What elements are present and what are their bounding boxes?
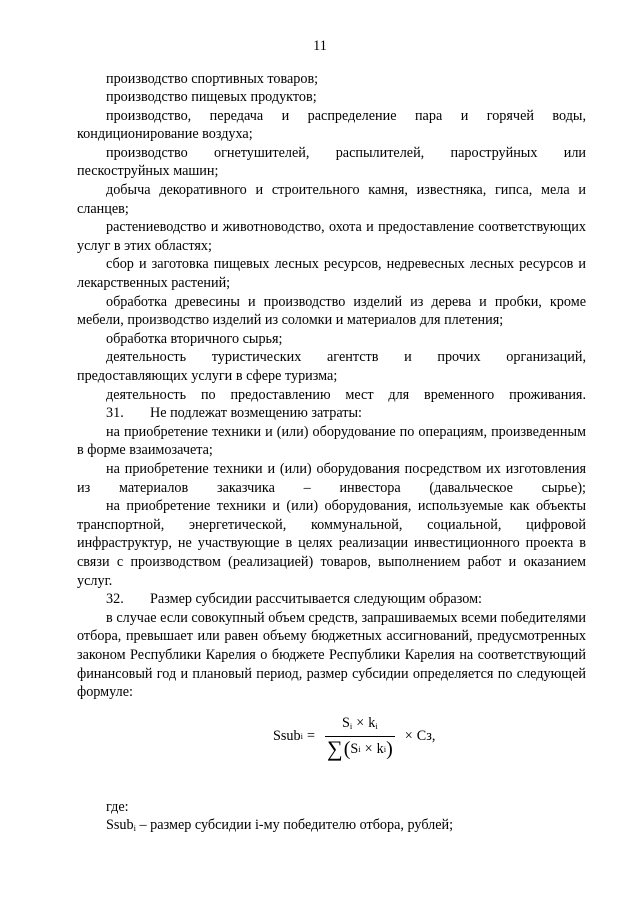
paragraph-text: где: <box>106 798 129 815</box>
formula-lhs-sub: i <box>300 731 303 742</box>
formula-denominator <box>325 736 395 762</box>
paragraph-text: деятельность туристических агентств и прочих организаций, предоставляющих услуги в сфере туризма; <box>77 349 586 384</box>
paragraph <box>77 88 586 107</box>
formula-lhs: Ssub <box>273 728 301 745</box>
formula-num-s-sub: i <box>349 720 353 731</box>
formula-lparen: ( <box>343 738 351 761</box>
formula-den-s-sub: i <box>358 743 361 754</box>
paragraph <box>77 330 586 349</box>
paragraph <box>77 590 586 609</box>
paragraph <box>77 181 586 218</box>
paragraph-text: на приобретение техники и (или) оборудования, используемые как объекты транспортной, энергетической, коммунальной, социальной, цифровой инфраструктур, не участвующие в целях реализации инвестиционного проекта в связи с производством (реализацией) товаров, выполнением работ и оказанием услуг. <box>77 498 586 589</box>
paragraph-text: обработка древесины и производство изделий из дерева и пробки, кроме мебели, производство изделий из соломки и материалов для плетения; <box>77 293 586 329</box>
page-number: 11 <box>313 38 327 54</box>
formula-block <box>77 702 586 798</box>
subsidy-formula <box>273 714 435 760</box>
formula-sigma: ∑ <box>327 736 343 762</box>
formula-num-s: S <box>342 714 350 731</box>
paragraph-rest: – размер субсидии i-му победителю отбора, рублей; <box>135 817 454 834</box>
paragraph-text: растениеводство и животноводство, охота и предоставление соответствующих услуг в этих областях; <box>77 219 586 254</box>
paragraph <box>77 423 586 460</box>
paragraph <box>77 218 586 255</box>
paragraph-text: Не подлежат возмещению затраты: <box>150 405 362 422</box>
formula-equals: = <box>306 728 315 745</box>
paragraph <box>77 144 586 181</box>
paragraph-text: обработка вторичного сырья; <box>106 330 283 347</box>
paragraph-text: деятельность по предоставлению мест для временного проживания. <box>106 386 586 403</box>
paragraph <box>77 404 586 423</box>
paragraph <box>77 293 586 330</box>
paragraph-text: в случае если совокупный объем средств, запрашиваемых всеми победителями отбора, превышает или равен объему бюджетных ассигнований, предусмотренных законом Республики Карелия о бюджете Республики Карелия на соответствующий финансовый год и плановый период, размер субсидии определяется по следующей формуле: <box>77 609 586 701</box>
paragraph-text: производство пищевых продуктов; <box>106 89 317 106</box>
paragraph <box>77 609 586 702</box>
formula-den-s: S <box>350 740 359 757</box>
paragraph <box>77 798 586 817</box>
paragraph-text: на приобретение техники и (или) оборудования посредством их изготовления из материалов заказчика – инвестора (давальческое сырье); <box>77 460 586 496</box>
paragraph-text: производство огнетушителей, распылителей, пароструйных или пескоструйных машин; <box>77 144 586 180</box>
paragraph-text: добыча декоративного и строительного камня, известняка, гипса, мела и сланцев; <box>77 182 586 217</box>
document-body <box>77 70 586 838</box>
paragraph <box>77 816 586 838</box>
formula-den-k-sub: i <box>383 743 387 754</box>
paragraph-text: производство спортивных товаров; <box>106 70 319 87</box>
formula-rhs: Сз, <box>416 728 436 745</box>
formula-numerator <box>338 714 382 737</box>
paragraph <box>77 107 586 144</box>
formula-rhs-times: × <box>404 728 413 745</box>
paragraph-text: на приобретение техники и (или) оборудование по операциям, произведенным в форме взаимозачета; <box>77 423 586 459</box>
formula-num-k: k <box>368 714 376 731</box>
clause-number: 32. <box>106 591 124 608</box>
formula-rparen: ) <box>386 738 393 761</box>
formula-times: × <box>356 714 365 731</box>
formula-den-k: k <box>376 740 384 757</box>
paragraph-sub: i <box>133 823 136 834</box>
paragraph <box>77 460 586 497</box>
paragraph-text: сбор и заготовка пищевых лесных ресурсов, недревесных лесных ресурсов и лекарственных растений; <box>77 256 586 292</box>
paragraph <box>77 497 586 590</box>
paragraph-text: Размер субсидии рассчитывается следующим образом: <box>150 591 482 608</box>
formula-den-times: × <box>364 740 373 757</box>
formula-num-k-sub: i <box>375 720 378 731</box>
paragraph <box>77 386 586 405</box>
paragraph <box>77 255 586 292</box>
clause-number: 31. <box>106 405 124 422</box>
paragraph-text: Ssub <box>106 817 134 834</box>
paragraph <box>77 348 586 385</box>
formula-fraction <box>325 714 395 760</box>
paragraph <box>77 70 586 89</box>
paragraph-text: производство, передача и распределение пара и горячей воды, кондиционирование воздуха; <box>77 107 586 143</box>
